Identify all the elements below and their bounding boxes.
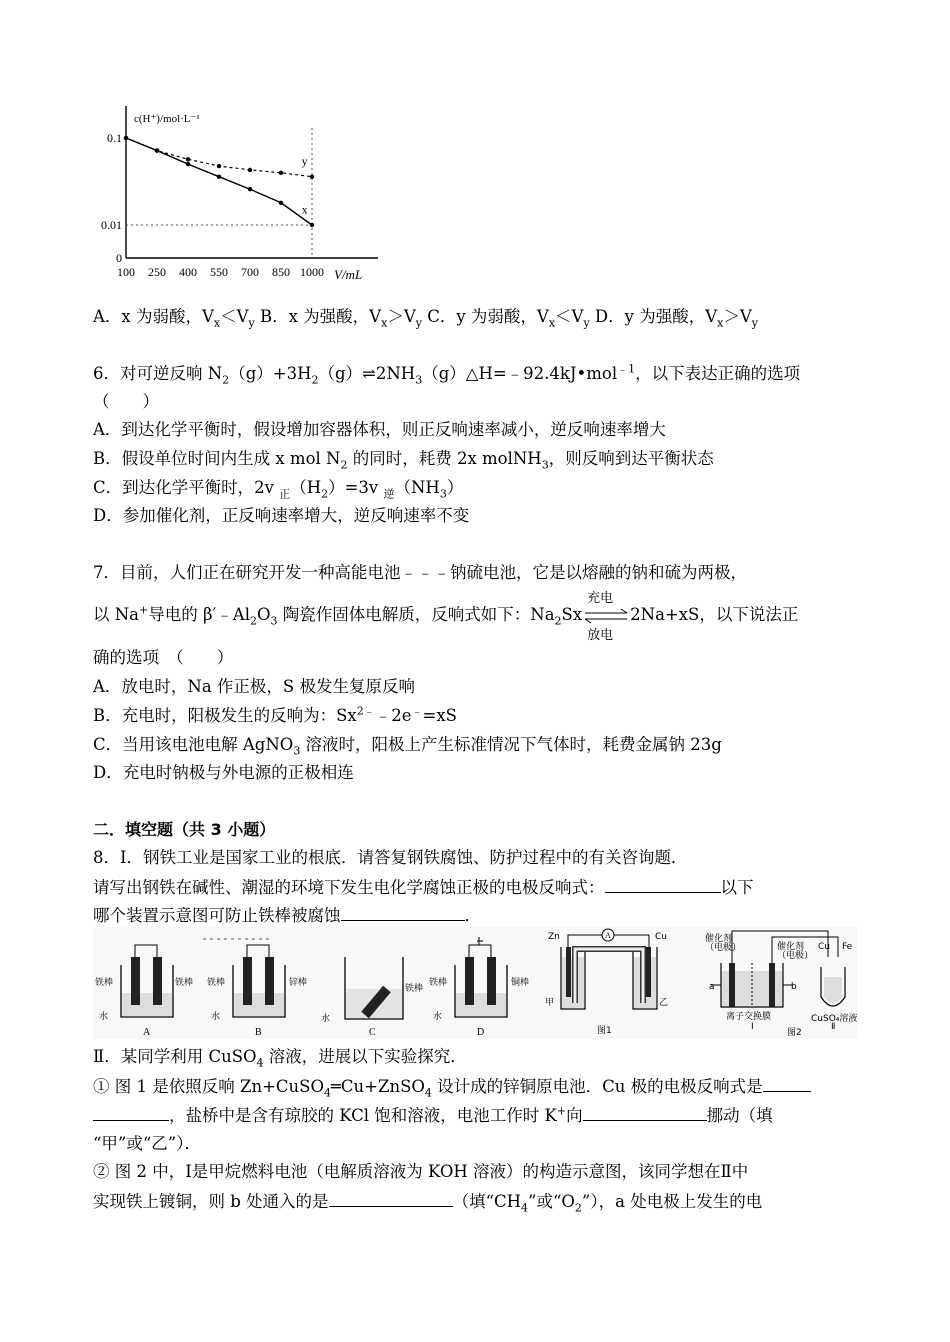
point-x: [310, 223, 314, 227]
svg-text:CuSO₄溶液: CuSO₄溶液: [811, 1014, 857, 1024]
svg-text:铁棒: 铁棒: [95, 978, 114, 988]
q6-stem: 6．对可逆反响 $N_2(g)+3H_2(g)\rightleftharpoons 2NH_3(g)\triangle H=﹣92.4kJ•mol^{﹣1}$，以下表达正确的选项: [93, 362, 801, 387]
point-y: [124, 136, 128, 140]
q7-stem-line2: [93, 590, 799, 643]
svg-text:Ⅱ: Ⅱ: [831, 1022, 836, 1032]
svg-text:Cu: Cu: [818, 942, 830, 952]
svg-text:（电极）: （电极）: [705, 943, 742, 953]
svg-text:催化剂: 催化剂: [705, 934, 733, 944]
svg-text:离子交换膜: 离子交换膜: [726, 1012, 772, 1022]
series-line-y: [126, 138, 312, 177]
svg-text:铁棒: 铁棒: [429, 978, 448, 988]
q7-option-d: D．充电时钠极与外电源的正极相连: [93, 763, 354, 782]
q8-part2-q2-text: 实现铁上镀铜，则 b 处通入的是: [93, 1192, 329, 1211]
q7-stem-line3: 确的选项 （ ）: [93, 648, 234, 667]
svg-text:甲: 甲: [545, 998, 555, 1008]
q8-line3-tail: ．: [464, 906, 481, 925]
x-tick-label: 850: [272, 265, 290, 279]
svg-text:B: B: [255, 1027, 262, 1038]
svg-text:催化剂: 催化剂: [777, 942, 805, 952]
point-x: [279, 201, 283, 205]
point-x: [186, 162, 190, 166]
svg-text:Fe: Fe: [842, 942, 853, 952]
q7-stem-post: 2Na+xS，以下说法正: [630, 605, 799, 624]
answer-blank-3[interactable]: [763, 1075, 811, 1092]
q7-stem-pre: 以 Na+导电的 $\beta'﹣Al_2O_3$ 陶瓷作固体电解质，反响式如下：$Na_2Sx$: [93, 603, 583, 628]
answer-blank-2[interactable]: [341, 904, 465, 921]
q7-option-a: A．放电时，Na 作正极，S 极发生复原反响: [93, 677, 415, 696]
x-tick-label: 250: [148, 265, 166, 279]
q8-line3: [93, 904, 481, 927]
q8-part2-q1-line2: [93, 1104, 773, 1127]
point-y: [186, 157, 190, 161]
point-y: [248, 168, 252, 172]
series-label-x: x: [301, 202, 308, 217]
answer-blank-5[interactable]: [329, 1190, 453, 1207]
point-y: [310, 174, 314, 178]
x-axis-label: V/mL: [334, 267, 363, 282]
point-x: [217, 174, 221, 178]
x-tick-label: 700: [241, 265, 259, 279]
q6-option-c: C．到达化学平衡时，2v $_正(H_2)=3v$ $_逆(NH_3)$: [93, 478, 464, 501]
svg-text:乙: 乙: [659, 998, 669, 1008]
equilibrium-arrow-icon: [583, 606, 629, 626]
q8-part2-q2-tail: （填“$CH_4$”或“$O_2$”），a 处电极上发生的电: [452, 1192, 763, 1215]
q8-line1: 8．Ⅰ．钢铁工业是国家工业的根底．请答复钢铁腐蚀、防护过程中的有关咨询题．: [93, 848, 688, 867]
x-tick-label: 550: [210, 265, 228, 279]
x-tick-label: 400: [179, 265, 197, 279]
svg-text:A: A: [605, 931, 611, 940]
q8-line2-text: 请写出钢铁在碱性、潮湿的环境下发生电化学腐蚀正极的电极反响式：: [93, 878, 605, 897]
svg-text:Cu: Cu: [655, 932, 667, 942]
q8-part2-q2-line1: ② 图 2 中，Ⅰ是甲烷燃料电池（电解质溶液为 KOH 溶液）的构造示意图，该同学想在Ⅱ中: [93, 1162, 749, 1181]
section-title: 二．填空题（共 3 小题）: [93, 820, 276, 839]
svg-text:铁棒: 铁棒: [405, 984, 424, 994]
q7-stem-line1: 7．目前，人们正在研究开发一种高能电池﹣﹣﹣钠硫电池，它是以熔融的钠和硫为两极，: [93, 563, 747, 582]
svg-text:水: 水: [99, 1012, 109, 1022]
q6-option-a: A．到达化学平衡时，假设增加容器体积，则正反响速率减小，逆反响速率增大: [93, 420, 666, 439]
svg-text:A: A: [143, 1027, 151, 1038]
svg-text:a: a: [709, 982, 715, 992]
x-tick-label: 100: [117, 265, 135, 279]
series-line-x: [126, 138, 312, 225]
q5-options: A．x 为弱酸，$V_x<V_y$ B．x 为强酸，$V_x>V_y$ C．y 为弱酸，$V_x<V_y$ D．y 为强酸，$V_x>V_y$: [93, 307, 758, 330]
q8-part2-q1-mid: ，盐桥中是含有琼胶的 KCl 饱和溶液，电池工作时 K+向: [169, 1104, 583, 1125]
reversible-arrow: [583, 590, 629, 643]
q8-part2-q1-line1: [93, 1075, 811, 1098]
svg-text:水: 水: [433, 1012, 443, 1022]
series-label-y: y: [301, 153, 308, 168]
point-y: [217, 164, 221, 168]
svg-text:图1: 图1: [597, 1026, 612, 1036]
svg-text:锌棒: 锌棒: [289, 978, 308, 988]
point-y: [279, 171, 283, 175]
point-x: [248, 187, 252, 191]
svg-text:水: 水: [211, 1012, 221, 1022]
q8-line3-text: 哪个装置示意图可防止铁棒被腐蚀: [93, 906, 341, 925]
q7-option-c: C．当用该电池电解 AgNO$_3$ 溶液时，阳极上产生标准情况下气体时，耗费金属钠 23g: [93, 735, 722, 758]
svg-text:Ⅰ: Ⅰ: [751, 1022, 754, 1032]
q8-part2-q1-text: ① 图 1 是依照反响 Zn+CuSO$_4$═Cu+ZnSO$_4$ 设计成的锌铜原电池．Cu 极的电极反响式是: [93, 1077, 763, 1100]
answer-blank-1[interactable]: [605, 876, 721, 893]
svg-text:b: b: [791, 982, 797, 992]
q6-paren: （ ）: [93, 392, 159, 411]
concentration-volume-chart: [98, 98, 398, 286]
answer-blank-3b[interactable]: [93, 1104, 169, 1121]
answer-blank-4[interactable]: [583, 1104, 707, 1121]
apparatus-figures: [93, 927, 857, 1039]
svg-text:铁棒: 铁棒: [175, 978, 194, 988]
q8-part2-title: Ⅱ．某同学利用 CuSO$_4$ 溶液，进展以下实验探究．: [93, 1047, 467, 1070]
svg-text:铜棒: 铜棒: [511, 978, 530, 988]
q8-part2-q2-line2: [93, 1190, 762, 1213]
arrow-top-label: 充电: [587, 590, 614, 606]
point-y: [155, 148, 159, 152]
q6-option-b: B．假设单位时间内生成 x mol $N_2$ 的同时，耗费 2x molNH$_3$，则反响到达平衡状态: [93, 449, 714, 472]
svg-text:铁棒: 铁棒: [207, 978, 226, 988]
svg-text:图2: 图2: [787, 1028, 802, 1038]
arrow-bottom-label: 放电: [587, 627, 614, 643]
svg-text:水: 水: [321, 1014, 331, 1024]
y-tick-label: 0.1: [107, 131, 122, 145]
q8-part2-q1-tail: 挪动（填: [706, 1106, 773, 1125]
svg-text:Zn: Zn: [548, 932, 560, 942]
y-tick-label: 0: [116, 251, 122, 265]
svg-text:C: C: [369, 1027, 376, 1038]
x-tick-label: 1000: [300, 265, 324, 279]
q7-option-b: B．充电时，阳极发生的反响为：$Sx^{2﹣}﹣2e^﹣=xS$: [93, 704, 457, 725]
y-axis-label: c(H⁺)/mol·L⁻¹: [134, 113, 200, 125]
svg-text:（电极）: （电极）: [777, 951, 814, 961]
q8-line2-tail: 以下: [720, 878, 754, 897]
q6-option-d: D．参加催化剂，正反响速率增大，逆反响速率不变: [93, 506, 470, 525]
q8-part2-q1-line3: “甲”或“乙”）．: [93, 1134, 201, 1153]
y-tick-label: 0.01: [101, 218, 122, 232]
q8-line2: [93, 876, 754, 899]
svg-text:D: D: [477, 1027, 485, 1038]
